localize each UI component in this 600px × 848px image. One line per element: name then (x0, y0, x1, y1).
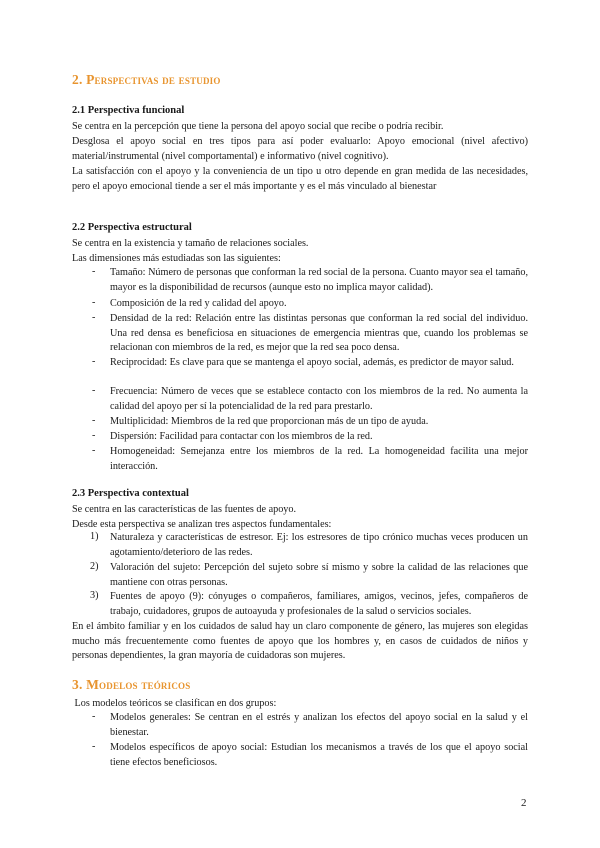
list-bullet: - (92, 415, 96, 426)
list-bullet: - (92, 356, 96, 367)
subsection-2-2-title: 2.2 Perspectiva estructural (72, 222, 192, 233)
list-bullet: - (92, 385, 96, 396)
subsection-2-1-title: 2.1 Perspectiva funcional (72, 105, 185, 116)
list-item: Densidad de la red: Relación entre las distintas personas que conforman la red social del individuo. Una red densa es beneficiosa en situaciones de emergencia mientras que, cuando los problemas se relacionan con miembros de la red, es mejor que la red sea poco densa. (110, 313, 528, 353)
paragraph-2-3-intro: Se centra en las características de las fuentes de apoyo. (72, 504, 297, 515)
list-item: Fuentes de apoyo (9): cónyuges o compañeros, familiares, amigos, vecinos, jefes, compañeros de trabajo, cuidadores, grupos de autoayuda y profesionales de la salud o servicios sociales. (110, 591, 528, 617)
list-number: 1) (90, 531, 99, 542)
list-bullet: - (92, 266, 96, 277)
subsection-2-3-title: 2.3 Perspectiva contextual (72, 488, 189, 499)
paragraph-2-1-types: Desglosa el apoyo social en tres tipos para así poder evaluarlo: Apoyo emocional (nivel afectivo) material/instrumental (nivel comportamental) e informativo (nivel cognitivo). (72, 136, 528, 162)
paragraph-2-2-dimensions: Las dimensiones más estudiadas son las siguientes: (72, 253, 281, 264)
paragraph-models-intro: Los modelos teóricos se clasifican en dos grupos: (72, 698, 277, 709)
list-number: 2) (90, 561, 99, 572)
list-item: Composición de la red y calidad del apoyo. (110, 298, 287, 309)
list-item: Dispersión: Facilidad para contactar con los miembros de la red. (110, 431, 373, 442)
list-item: Reciprocidad: Es clave para que se mantenga el apoyo social, además, es predictor de mayor salud. (110, 357, 514, 368)
list-item: Frecuencia: Número de veces que se establece contacto con los miembros de la red. No aumenta la calidad del apoyo per sí la potencialidad de la red para prestarlo. (110, 386, 528, 412)
list-item: Tamaño: Número de personas que conforman la red social de la persona. Cuanto mayor sea el tamaño, mayor es la disponibilidad de recursos (aunque esto no implica mayor calidad). (110, 267, 528, 293)
list-bullet: - (92, 430, 96, 441)
section-2-title: 2. Perspectivas de estudio (72, 72, 221, 87)
paragraph-2-3-aspects: Desde esta perspectiva se analizan tres aspectos fundamentales: (72, 519, 332, 530)
list-bullet: - (92, 312, 96, 323)
page-number: 2 (521, 797, 527, 809)
paragraph-2-1-satisfaction: La satisfacción con el apoyo y la conveniencia de un tipo u otro depende en gran medida de las necesidades, pero el apoyo emocional tiende a ser el más importante y es el más vinculado al bienestar (72, 166, 528, 192)
paragraph-2-1-intro: Se centra en la percepción que tiene la persona del apoyo social que recibe o podría recibir. (72, 121, 444, 132)
list-bullet: - (92, 297, 96, 308)
list-item: Multiplicidad: Miembros de la red que proporcionan más de un tipo de ayuda. (110, 416, 429, 427)
list-bullet: - (92, 711, 96, 722)
list-item: Modelos específicos de apoyo social: Estudian los mecanismos a través de los que el apoyo social tiene efectos beneficiosos. (110, 742, 528, 768)
list-item: Modelos generales: Se centran en el estrés y analizan los efectos del apoyo social en la salud y el bienestar. (110, 712, 528, 738)
list-bullet: - (92, 741, 96, 752)
list-item: Valoración del sujeto: Percepción del sujeto sobre sí mismo y sobre la calidad de las relaciones que mantiene con otras personas. (110, 562, 528, 588)
section-3-title: 3. Modelos teóricos (72, 677, 191, 692)
list-number: 3) (90, 590, 99, 601)
paragraph-gender-component: En el ámbito familiar y en los cuidados de salud hay un claro componente de género, las mujeres son elegidas mucho más frecuentemente como fuentes de apoyo que los hombres y, en casos de cuidados de niños y personas dependientes, la gran mayoría de cuidadoras son mujeres. (72, 621, 528, 661)
list-item: Naturaleza y características de estresor. Ej: los estresores de tipo crónico muchas veces producen un agotamiento/deterioro de las redes. (110, 532, 528, 558)
list-bullet: - (92, 445, 96, 456)
list-item: Homogeneidad: Semejanza entre los miembros de la red. La homogeneidad facilita una mejor interacción. (110, 446, 528, 472)
paragraph-2-2-intro: Se centra en la existencia y tamaño de relaciones sociales. (72, 238, 309, 249)
